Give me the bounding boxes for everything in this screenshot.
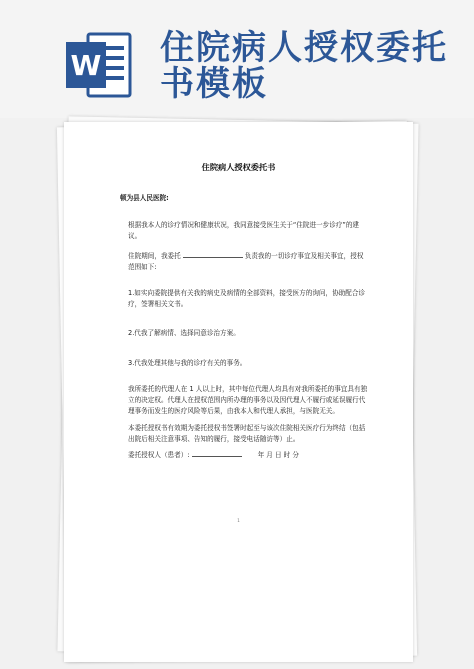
paragraph-validity: 本委托授权书有效期为委托授权书签署时起至与该次住院相关医疗行为终结（包括出院后相关注意事项、告知的履行，接受电话随访等）止。 xyxy=(128,424,366,443)
list-item-1: 1.如实向委院提供有关我的病史及病情的全部资料，接受医方的询问，协助配合诊疗，签署相关文书。 xyxy=(128,289,366,308)
signature-blank[interactable] xyxy=(192,450,242,457)
document-title: 住院病人授权委托书 xyxy=(201,162,276,172)
paragraph-delegate-part1: 住院期间，我委托 xyxy=(128,252,181,260)
paragraph-consent: 根据我本人的诊疗情况和健康状况，我同意接受医生关于“住院进一步诊疗”的建议。 xyxy=(128,221,360,240)
date-label: 年 月 日 时 分 xyxy=(257,451,299,459)
header-banner xyxy=(0,0,474,118)
page-title-line1: 住院病人授权委托 xyxy=(160,28,448,68)
delegate-name-blank[interactable] xyxy=(183,251,243,258)
signature-label: 委托授权人（患者）: xyxy=(128,451,190,459)
document-body xyxy=(64,122,413,662)
paragraph-delegate xyxy=(128,251,370,273)
addressee: 顿为县人民医院: xyxy=(120,194,169,202)
signature-line xyxy=(128,450,388,461)
page-title-line2: 书模板 xyxy=(160,64,268,104)
list-item-2: 2.代我了解病情、选择同意诊治方案。 xyxy=(128,329,240,337)
page-number: 1 xyxy=(237,518,240,523)
paragraph-delegate-part2: 负责我的一切诊疗事宜及相关事宜，授权范围如下: xyxy=(128,252,364,271)
word-icon-letter: W xyxy=(70,49,102,82)
word-document-icon xyxy=(66,30,132,100)
list-item-3: 3.代我处理其他与我的诊疗有关的事务。 xyxy=(128,359,247,367)
paragraph-responsibility: 我所委托的代理人在 1 人以上时，其中每位代理人均具有对我所委托的事宜具有独立的决定权。代理人在授权范围内所办理的事务以及因代理人不履行或延误履行代理事务而发生的医疗风险等后果，由我本人和代理人承担，与医院无关。 xyxy=(128,385,368,415)
